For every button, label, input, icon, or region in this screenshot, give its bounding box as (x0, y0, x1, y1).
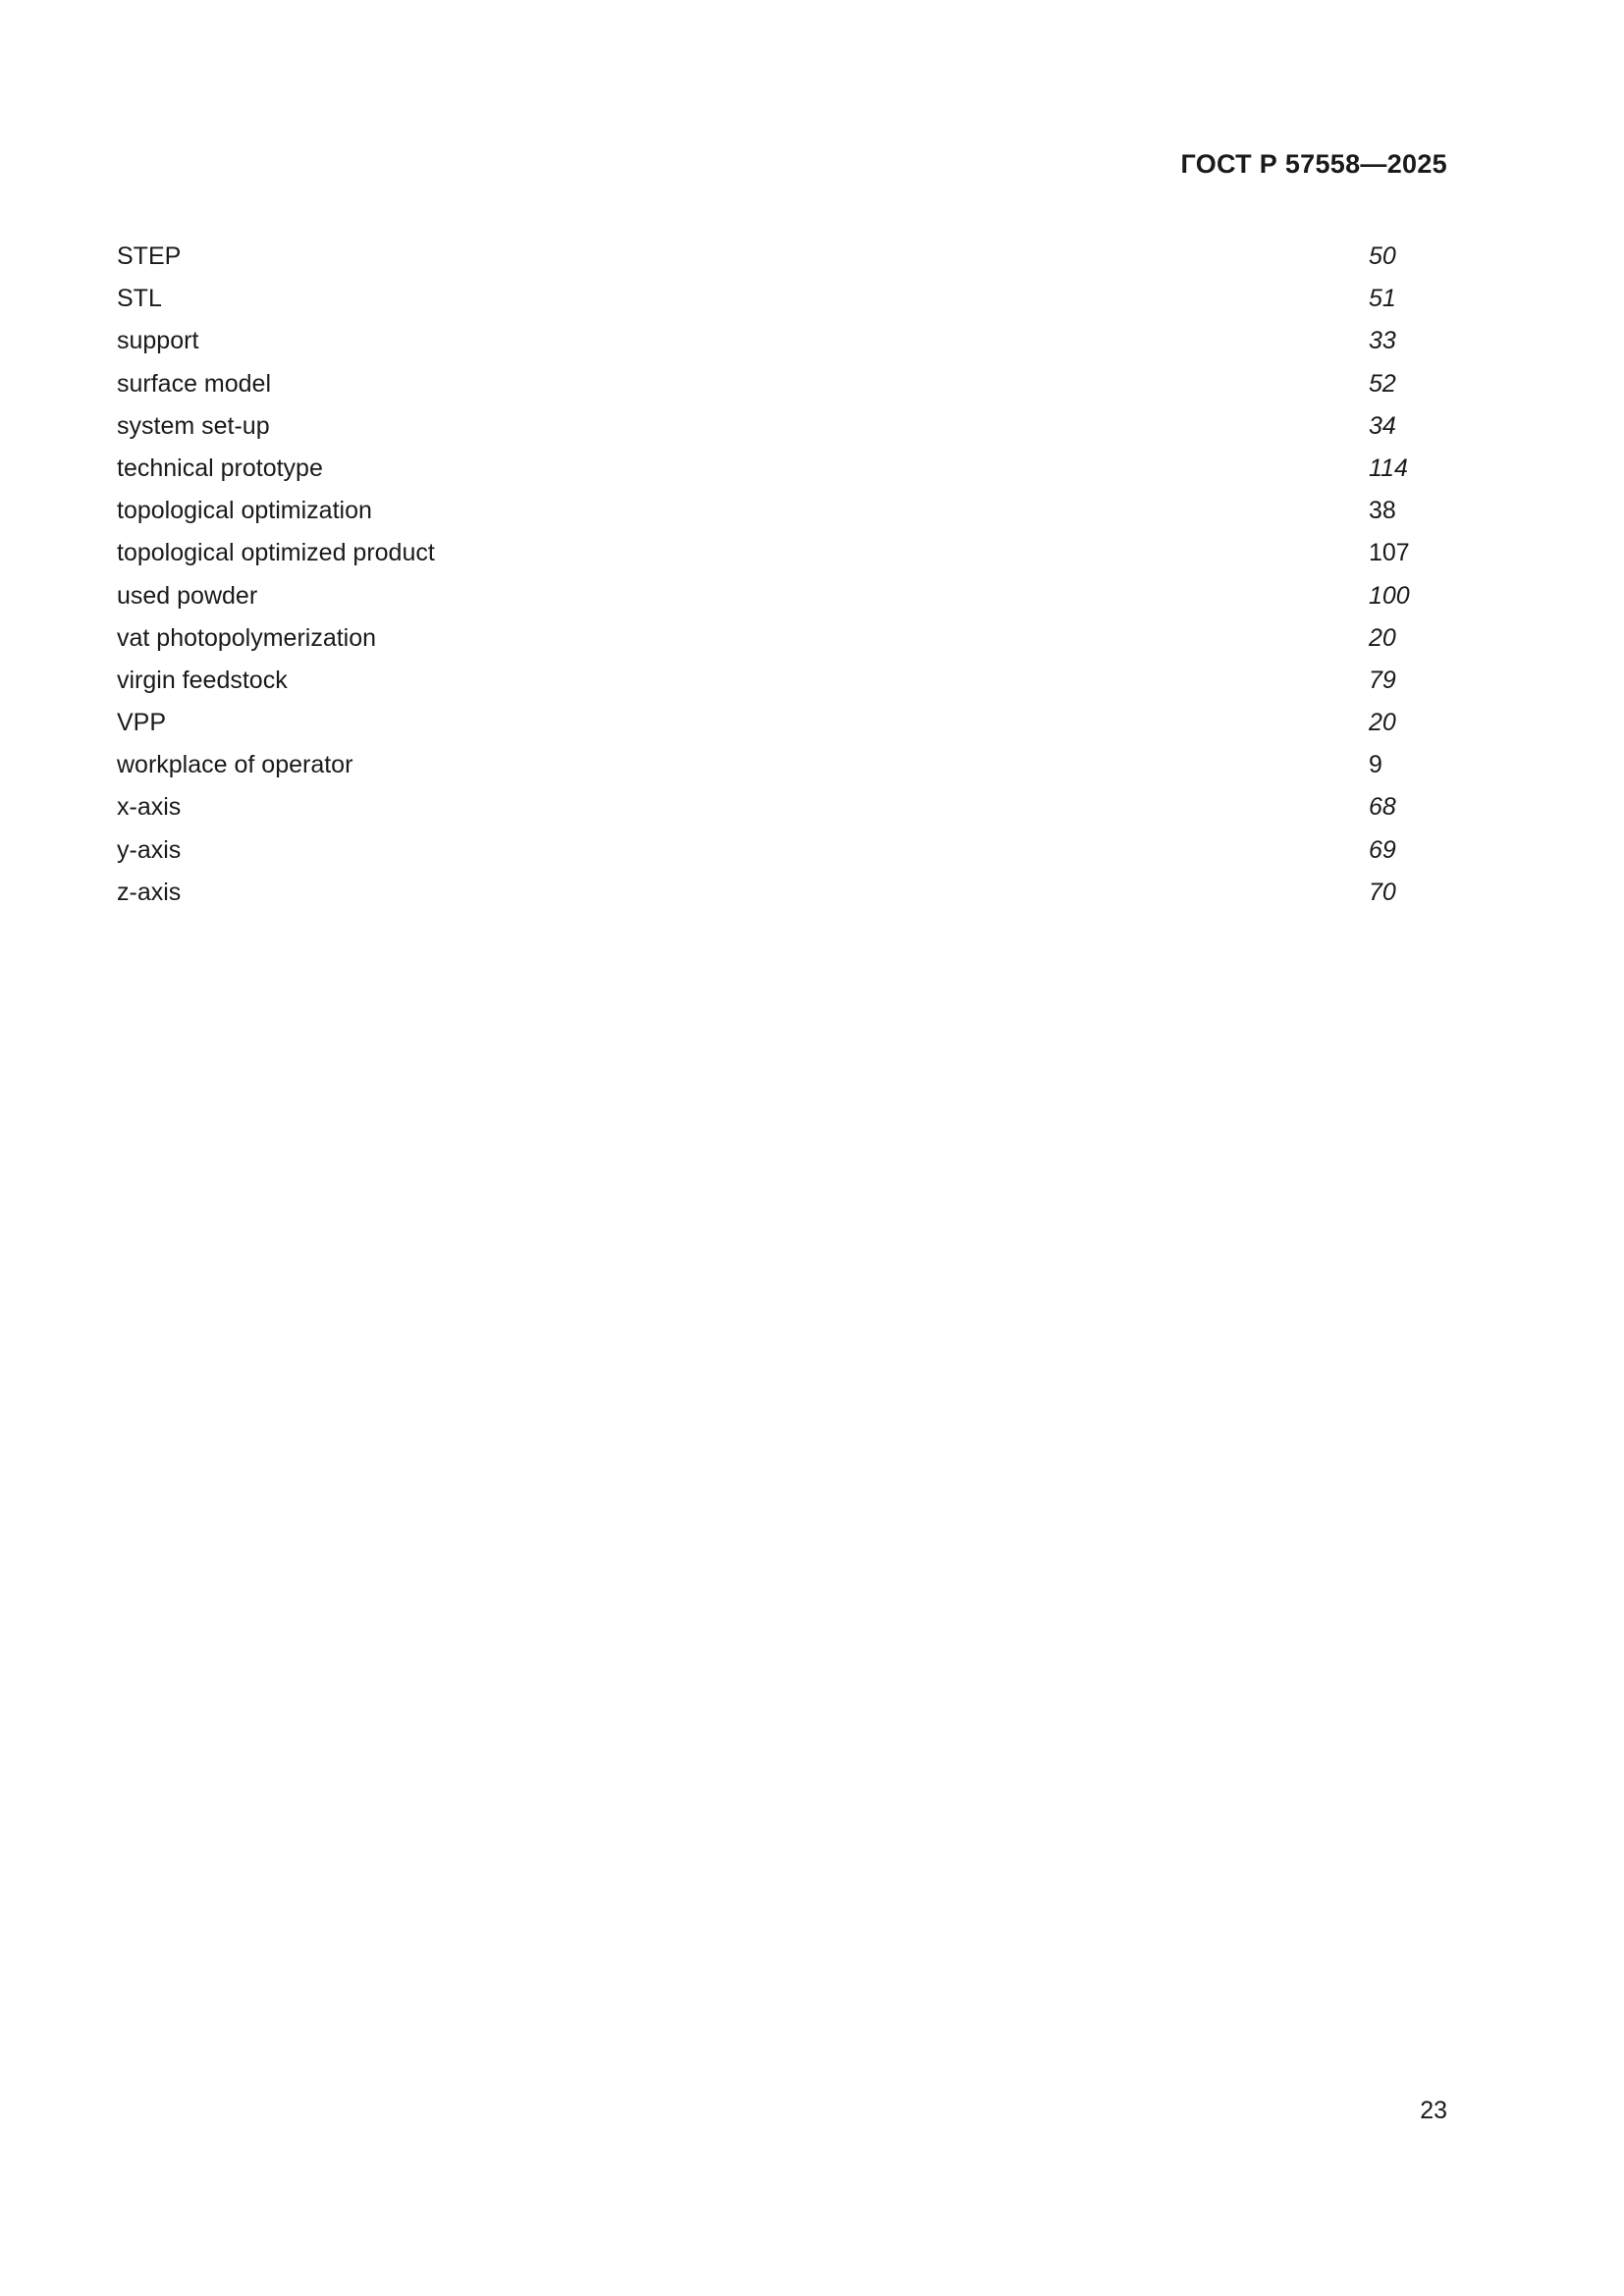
index-ref: 51 (1369, 285, 1396, 313)
index-ref: 68 (1369, 793, 1396, 822)
index-term: workplace of operator (117, 751, 353, 779)
index-term: used powder (117, 581, 258, 610)
index-entry (117, 744, 1413, 786)
index-entry (117, 660, 1413, 702)
index-term: support (117, 327, 199, 355)
index-term: surface model (117, 369, 272, 398)
index-ref: 50 (1369, 242, 1396, 270)
index-ref: 114 (1369, 454, 1408, 482)
index-list (117, 236, 1413, 914)
index-term: VPP (117, 709, 167, 737)
index-term: x-axis (117, 793, 182, 822)
index-entry (117, 702, 1413, 744)
index-ref: 107 (1369, 539, 1410, 567)
index-ref: 34 (1369, 411, 1396, 440)
index-term: vat photopolymerization (117, 623, 377, 652)
index-ref: 52 (1369, 369, 1396, 398)
index-ref: 100 (1369, 581, 1410, 610)
index-ref: 38 (1369, 497, 1396, 525)
document-header: ГОСТ Р 57558—2025 (1180, 149, 1447, 179)
index-ref: 20 (1369, 623, 1396, 652)
index-ref: 70 (1369, 878, 1396, 906)
index-entry (117, 405, 1413, 448)
index-entry (117, 872, 1413, 914)
index-entry (117, 617, 1413, 660)
index-entry (117, 786, 1413, 828)
index-entry (117, 278, 1413, 320)
index-ref: 20 (1369, 709, 1396, 737)
index-entry (117, 236, 1413, 278)
index-term: y-axis (117, 835, 182, 864)
index-entry (117, 532, 1413, 574)
index-entry (117, 448, 1413, 490)
index-term: technical prototype (117, 454, 323, 482)
index-term: system set-up (117, 411, 270, 440)
page-number: 23 (1420, 2097, 1447, 2124)
index-entry (117, 320, 1413, 362)
index-term: STL (117, 285, 162, 313)
index-entry (117, 575, 1413, 617)
index-term: topological optimization (117, 497, 372, 525)
index-term: topological optimized product (117, 539, 435, 567)
index-entry (117, 490, 1413, 532)
index-ref: 33 (1369, 327, 1396, 355)
index-ref: 79 (1369, 666, 1396, 694)
index-entry (117, 829, 1413, 872)
index-term: STEP (117, 242, 182, 270)
index-entry (117, 363, 1413, 405)
index-ref: 9 (1369, 751, 1382, 779)
index-term: virgin feedstock (117, 666, 288, 694)
index-term: z-axis (117, 878, 182, 906)
index-ref: 69 (1369, 835, 1396, 864)
